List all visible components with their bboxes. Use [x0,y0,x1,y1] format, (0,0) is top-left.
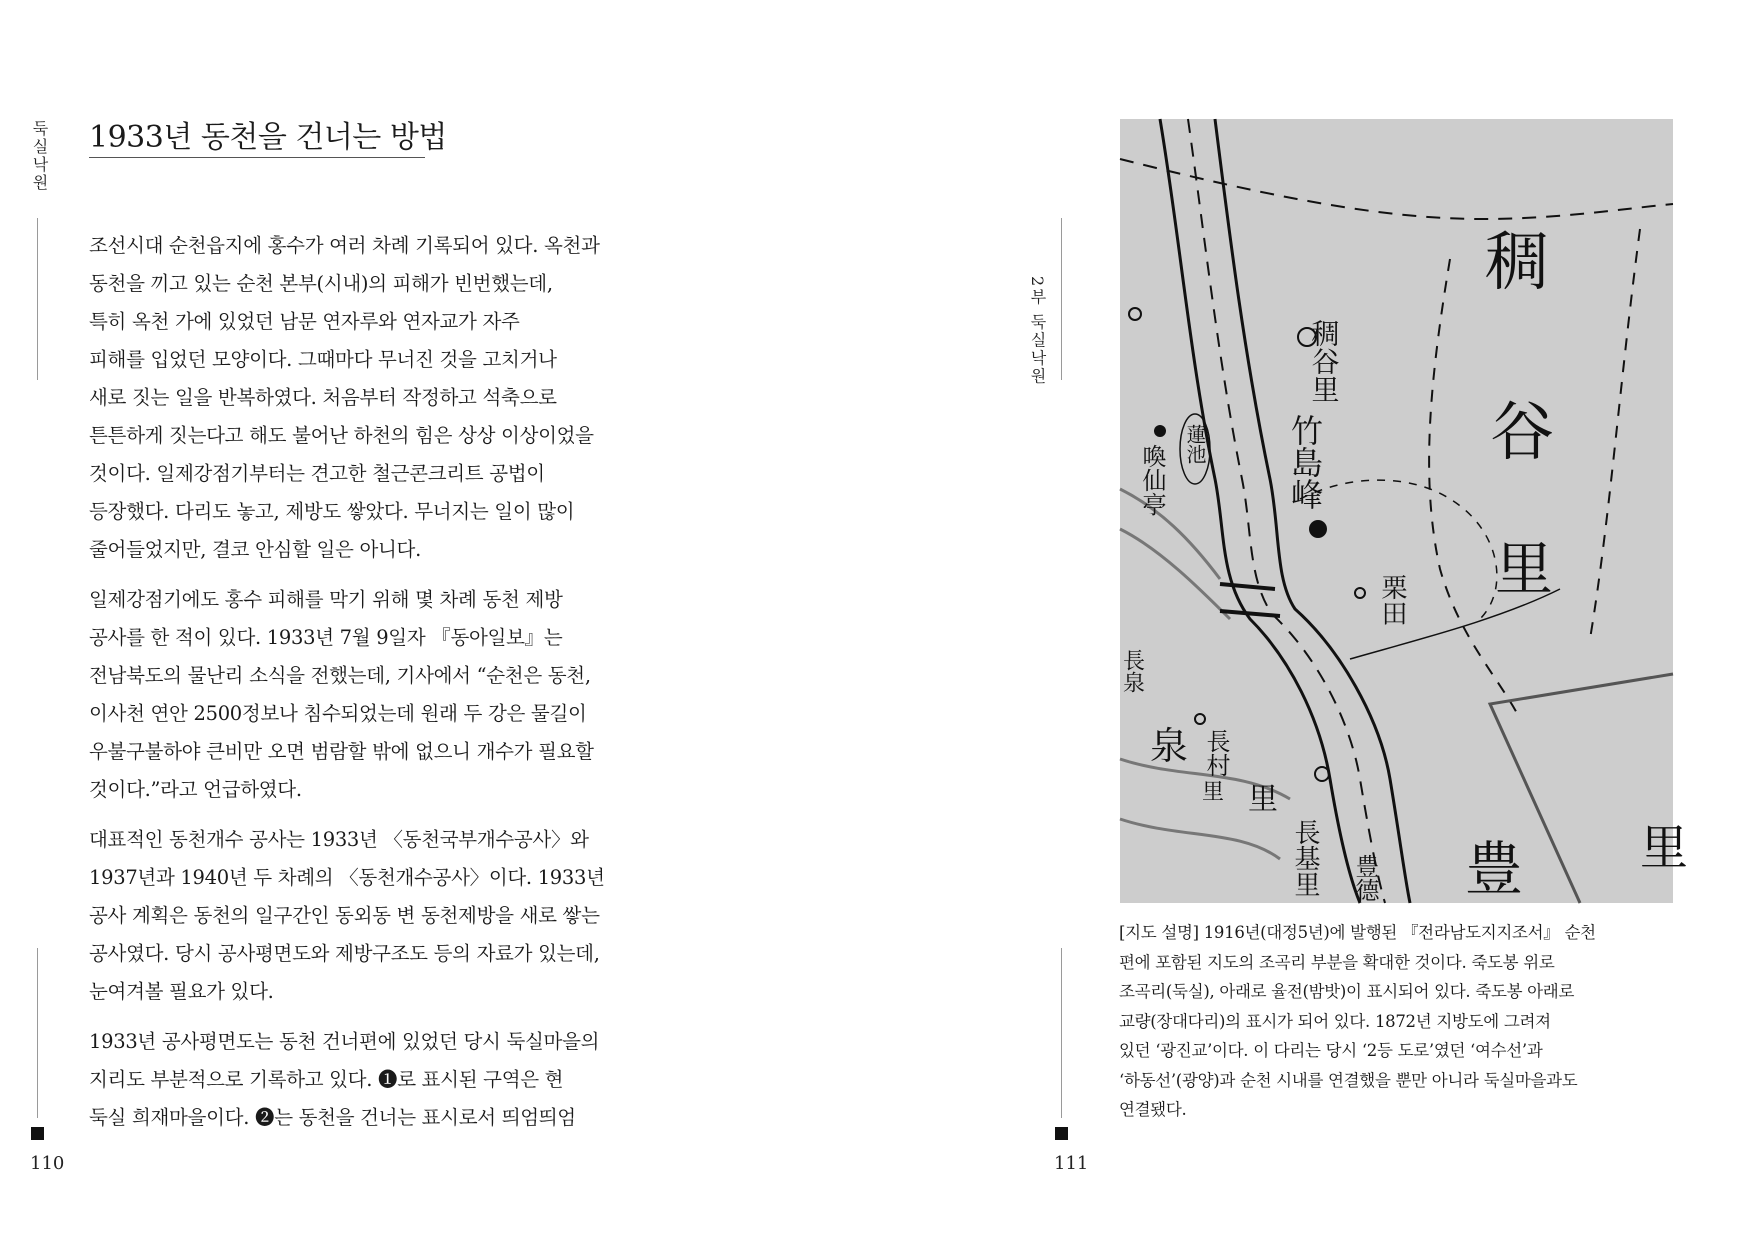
paragraph-1: 조선시대 순천읍지에 홍수가 여러 차례 기록되어 있다. 옥천과 동천을 끼고 있는 순천 본부(시내)의 피해가 빈번했는데, 특히 옥천 가에 있었던 남문 연자루와 연자교가 자주 피해를 입었던 모양이다. 그때마다 무너진 것을 고치거나 새로 짓는 일을 반복하였다. 처음부터 작정하고 석축으로 튼튼하게 짓는다고 해도 불어난 하천의 힘은 상상 이상이었을 것이다. 일제강점기부터는 견고한 철근콘크리트 공법이 등장했다. 다리도 놓고, 제방도 쌓았다. 무너지는 일이 많이 줄어들었지만, 결코 안심할 일은 아니다. [89,234,600,561]
left-margin-rule-bottom [37,948,38,1118]
right-margin-rule-bottom [1061,948,1062,1118]
map-drawing [1119,119,1689,903]
map-label-pung-big: 豊 [1465,835,1524,903]
left-side-title: 둑실낙원 [30,120,49,192]
left-margin-rule-top [37,218,38,380]
map-label-big-2: 谷 [1490,396,1554,470]
paragraph-3: 대표적인 동천개수 공사는 1933년 〈동천국부개수공사〉와 1937년과 1940년 두 차례의 〈동천개수공사〉이다. 1933년 공사 계획은 동천의 일구간인 동외동 변 동천제방을 새로 쌓는 공사였다. 당시 공사평면도와 제방구조도 등의 자료가 있는데, 눈여겨볼 필요가 있다. [89,828,605,1003]
map-label-ri-2: 里 [1248,782,1278,817]
map-label-chestnut: 栗田 [1377,574,1407,626]
paragraph-2: 일제강점기에도 홍수 피해를 막기 위해 몇 차례 동천 제방 공사를 한 적이 있다. 1933년 7월 9일자 『동아일보』는 전남북도의 물난리 소식을 전했는데, 기사에서 “순천은 동천, 이사천 연안 2500정보나 침수되었는데 원래 두 강은 물길이 우불구불하야 큰비만 오면 범람할 밖에 없으니 개수가 필요할 것이다.”라고 언급하였다. [89,588,594,801]
right-side-title: 2부 둑실낙원 [1028,276,1047,386]
map-caption: [지도 설명] 1916년(대정5년)에 발행된 『전라남도지지조서』 순천 편에 포함된 지도의 조곡리 부분을 확대한 것이다. 죽도봉 위로 조곡리(둑실), 아래로 율전(밤밧)이 표시되어 있다. 죽도봉 아래로 교량(장대다리)의 표시가 되어 있다. 1872년 지방도에 그려져 있던 ‘광진교’이다. 이 다리는 당시 ‘2등 도로’였던 ‘여수선’과 ‘하동선’(광양)과 순천 시내를 연결했을 뿐만 아니라 둑실마을과도 연결됐다. [1119,923,1596,1119]
paragraph-4: 1933년 공사평면도는 동천 건너편에 있었던 당시 둑실마을의 지리도 부분적으로 기록하고 있다. ➊로 표시된 구역은 현 둑실 희재마을이다. ➋는 동천을 건너는 표시로서 띄엄띄엄 [89,1030,600,1129]
map-label-big-1: 稠 [1485,226,1549,300]
map-label-springs-1: 長泉 [1119,649,1145,693]
article-body [89,227,649,1149]
left-page-number: 110 [30,1153,65,1174]
map-label-pond: 蓮池 [1183,424,1207,464]
left-page-marker [31,1127,44,1140]
map-label-peak: 竹島峰 [1286,414,1324,510]
map-label-springs-2: 泉 [1150,724,1189,768]
article-heading: 1933년 동천을 건너는 방법 [89,120,447,155]
right-page-marker [1055,1127,1068,1140]
historic-map-image [1119,119,1689,903]
map-label-big-3: 里 [1495,535,1554,603]
map-label-edge: 里 [1640,820,1689,876]
map-label-ri-1: 里 [1202,780,1225,805]
map-label-changgi: 長基里 [1290,819,1320,897]
heading-underline [89,157,425,158]
right-margin-rule-top [1061,218,1062,380]
right-page-number: 111 [1054,1153,1089,1174]
map-label-pungdeok: 豊德 [1351,854,1379,902]
map-label-village: 稠谷里 [1307,319,1341,403]
map-label-changchon: 長村 [1202,729,1230,777]
map-label-pavilion: 喚仙亭 [1138,444,1166,516]
